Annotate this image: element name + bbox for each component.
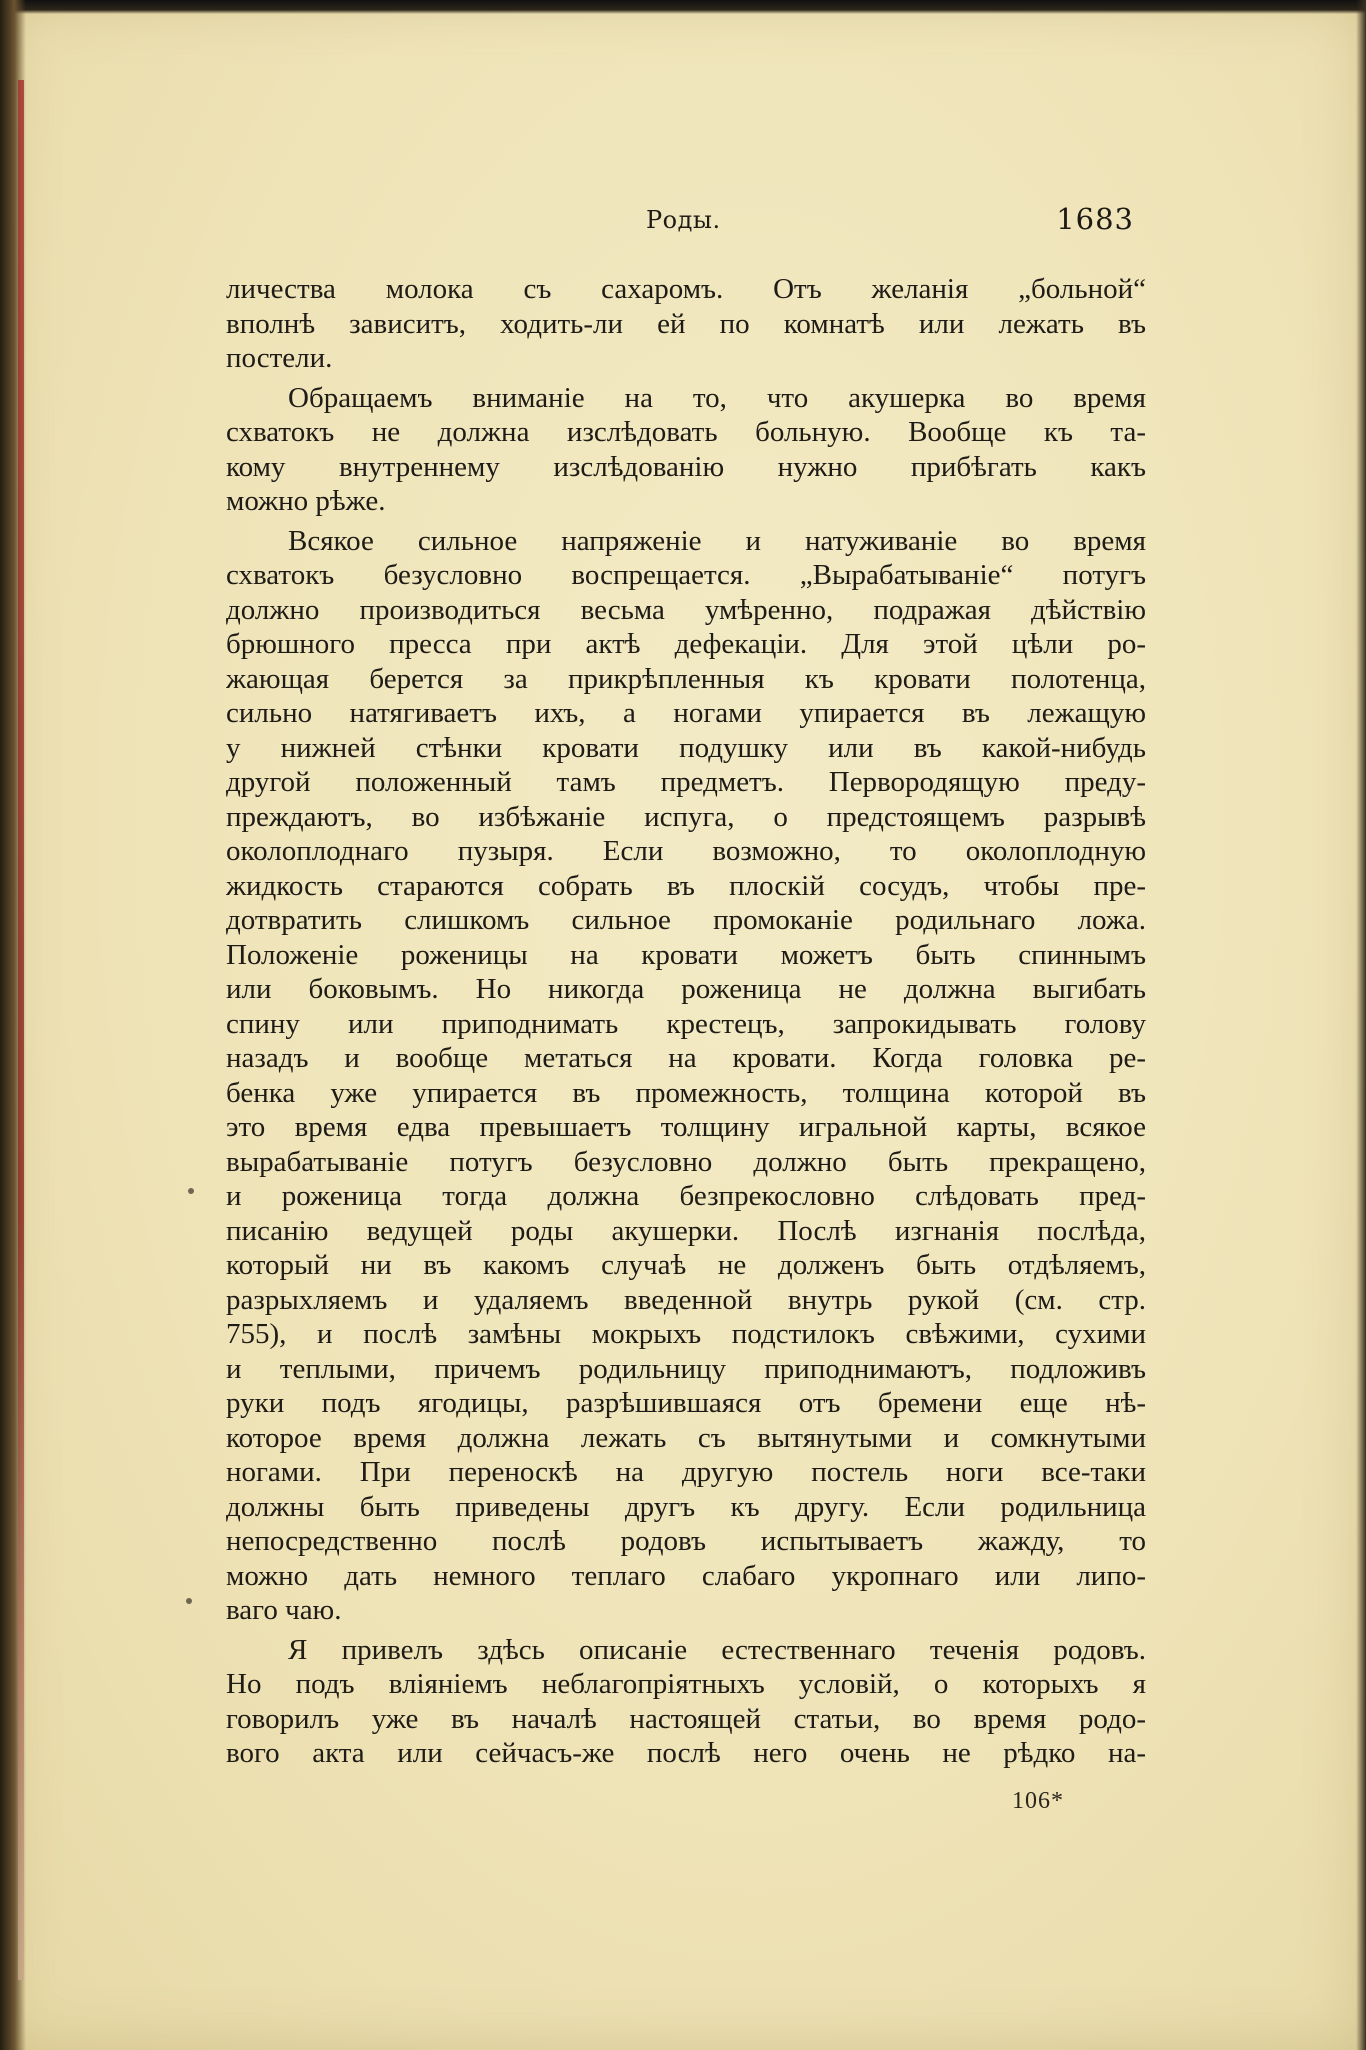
- text-line: назадъ и вообще метаться на кровати. Когда головка ре-: [226, 1042, 1146, 1074]
- text-line: или боковымъ. Но никогда роженица не должна выгибать: [226, 973, 1146, 1005]
- text-line: вого акта или сейчасъ-же послѣ него очень не рѣдко на-: [226, 1737, 1146, 1769]
- text-line: Я привелъ здѣсь описаніе естественнаго теченія родовъ.: [288, 1633, 1146, 1666]
- text-line: можно рѣже.: [226, 485, 386, 517]
- text-line: Положеніе роженицы на кровати можетъ быть спиннымъ: [226, 938, 1146, 971]
- text-line: ногами. При переноскѣ на другую постель ноги все-таки: [226, 1456, 1146, 1488]
- signature-mark: 106*: [1012, 1788, 1064, 1814]
- speck: [188, 1188, 194, 1194]
- page-number: 1683: [1056, 202, 1134, 236]
- text-line: вырабатываніе потугъ безусловно должно быть прекращено,: [226, 1145, 1146, 1178]
- text-line: постели.: [226, 342, 333, 374]
- binding-red-edge: [18, 80, 24, 1980]
- text-line: разрыхляемъ и удаляемъ введенной внутрь рукой (см. стр.: [226, 1283, 1146, 1316]
- scan-top-edge: [0, 0, 1366, 14]
- text-line: 755), и послѣ замѣны мокрыхъ подстилокъ свѣжими, сухими: [226, 1318, 1146, 1350]
- running-head: Роды.: [646, 206, 721, 234]
- scan-right-edge: [1356, 0, 1366, 2050]
- text-line: Обращаемъ вниманіе на то, что акушерка во время: [288, 381, 1146, 414]
- text-line: и теплыми, причемъ родильницу приподнимаютъ, подложивъ: [226, 1352, 1146, 1385]
- text-line: околоплоднаго пузыря. Если возможно, то околоплодную: [226, 835, 1146, 867]
- page-header: [226, 202, 1146, 240]
- text-line: другой положенный тамъ предметъ. Первородящую преду-: [226, 766, 1146, 798]
- text-line: который ни въ какомъ случаѣ не долженъ быть отдѣляемъ,: [226, 1249, 1146, 1281]
- text-line: можно дать немного теплаго слабаго укропнаго или липо-: [226, 1559, 1146, 1592]
- text-line: сильно натягиваетъ ихъ, а ногами упирается въ лежащую: [226, 697, 1146, 729]
- text-line: которое время должна лежать съ вытянутыми и сомкнутыми: [226, 1421, 1146, 1454]
- text-line: брюшного пресса при актѣ дефекаціи. Для этой цѣли ро-: [226, 628, 1146, 660]
- text-line: руки подъ ягодицы, разрѣшившаяся отъ бремени еще нѣ-: [226, 1387, 1146, 1419]
- text-line: бенка уже упирается въ промежность, толщина которой въ: [226, 1076, 1146, 1109]
- text-line: у нижней стѣнки кровати подушку или въ какой-нибудь: [226, 731, 1146, 764]
- text-line: кому внутреннему изслѣдованію нужно прибѣгать какъ: [226, 450, 1146, 483]
- text-line: это время едва превышаетъ толщину игральной карты, всякое: [226, 1111, 1146, 1143]
- text-line: должны быть приведены другъ къ другу. Если родильница: [226, 1490, 1146, 1523]
- text-line: ваго чаю.: [226, 1594, 342, 1626]
- text-line: писанію ведущей роды акушерки. Послѣ изгнанія послѣда,: [226, 1214, 1146, 1247]
- text-line: и роженица тогда должна безпрекословно слѣдовать пред-: [226, 1180, 1146, 1212]
- speck: [186, 1598, 192, 1604]
- text-line: непосредственно послѣ родовъ испытываетъ жажду, то: [226, 1525, 1146, 1557]
- text-line: Всякое сильное напряженіе и натуживаніе во время: [288, 524, 1146, 557]
- text-line: Но подъ вліяніемъ неблагопріятныхъ условій, о которыхъ я: [226, 1668, 1146, 1700]
- text-line: спину или приподнимать крестецъ, запрокидывать голову: [226, 1007, 1146, 1040]
- text-line: схватокъ не должна изслѣдовать больную. Вообще къ та-: [226, 416, 1146, 448]
- text-line: схватокъ безусловно воспрещается. „Вырабатываніе“ потугъ: [226, 559, 1146, 591]
- text-line: говорилъ уже въ началѣ настоящей статьи, во время родо-: [226, 1702, 1146, 1735]
- text-line: дотвратить слишкомъ сильное промоканіе родильнаго ложа.: [226, 904, 1146, 936]
- text-line: жающая берется за прикрѣпленныя къ кровати полотенца,: [226, 662, 1146, 695]
- text-line: вполнѣ зависитъ, ходить-ли ей по комнатѣ или лежать въ: [226, 307, 1146, 340]
- text-line: должно производиться весьма умѣренно, подражая дѣйствію: [226, 593, 1146, 626]
- text-line: жидкость стараются собрать въ плоскій сосудъ, чтобы пре-: [226, 869, 1146, 902]
- body-text: [226, 272, 1146, 1771]
- text-line: личества молока съ сахаромъ. Отъ желанія „больной“: [226, 273, 1146, 305]
- text-line: преждаютъ, во избѣжаніе испуга, о предстоящемъ разрывѣ: [226, 800, 1146, 833]
